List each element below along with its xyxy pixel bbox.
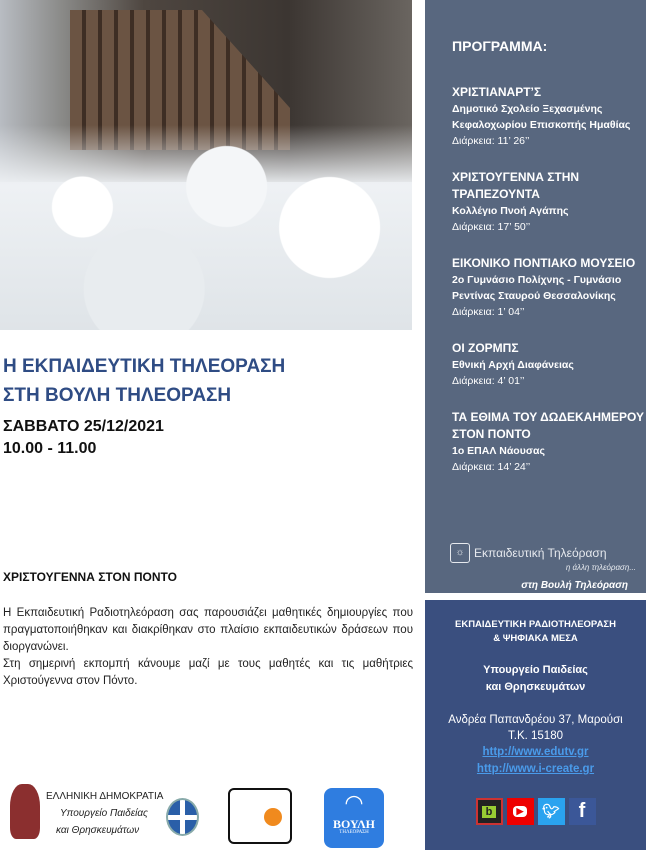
bandcamp-icon[interactable]: b — [476, 798, 503, 825]
program-heading: ΠΡΟΓΡΑΜΜΑ: — [452, 38, 548, 54]
program-duration: Διάρκεια: 4’ 01’’ — [452, 375, 525, 387]
page-title — [3, 352, 285, 410]
program-school: 1ο ΕΠΑΛ Νάουσας — [452, 445, 545, 457]
edutv-logo — [450, 543, 640, 591]
program-title: ΧΡΙΣΤΟΥΓΕΝΝΑ ΣΤΗΝ ΤΡΑΠΕΖΟΥΝΤΑ — [452, 170, 580, 201]
broadcast-date — [3, 416, 164, 460]
program-school: Κολλέγιο Πνοή Αγάπης — [452, 205, 569, 217]
article-body — [3, 605, 413, 690]
program-title: ΕΙΚΟΝΙΚΟ ΠΟΝΤΙΑΚΟ ΜΟΥΣΕΙΟ — [452, 256, 636, 270]
program-school: Δημοτικό Σχολείο Ξεχασμένης Κεφαλοχωρίου Επισκοπής Ημαθίας — [452, 103, 631, 131]
ministry-name: Υπουργείο Παιδείας — [483, 664, 588, 676]
contact-panel — [425, 600, 646, 850]
gov-ministry: Υπουργείο Παιδείας — [60, 808, 148, 819]
facebook-icon[interactable]: f — [569, 798, 596, 825]
program-title: ΟΙ ΖΟΡΜΠΣ — [452, 341, 519, 355]
org-name: & ΨΗΦΙΑΚΑ ΜΕΣΑ — [493, 633, 578, 644]
gov-name: ΕΛΛΗΝΙΚΗ ΔΗΜΟΚΡΑΤΙΑ — [46, 791, 164, 802]
program-item — [452, 169, 646, 235]
program-school: Εθνική Αρχή Διαφάνειας — [452, 359, 574, 371]
program-panel — [425, 0, 646, 593]
twitter-icon[interactable]: 🐦︎ — [538, 798, 565, 825]
program-duration: Διάρκεια: 11’ 26’’ — [452, 135, 530, 147]
vouli-subtext: ΤΗΛΕΟΡΑΣΗ — [339, 830, 369, 835]
vouli-tv-logo — [324, 788, 384, 848]
greek-emblem-icon — [166, 798, 199, 836]
time-text: 10.00 - 11.00 — [3, 440, 97, 457]
org-name: ΕΚΠΑΙΔΕΥΤΙΚΗ ΡΑΔΙΟΤΗΛΕΟΡΑΣΗ — [455, 619, 616, 630]
tv-face-icon: ☼ — [450, 543, 470, 563]
program-school: 2ο Γυμνάσιο Πολίχνης - Γυμνάσιο Ρεντίνας Σταυρού Θεσσαλονίκης — [452, 274, 622, 302]
logo-name: Εκπαιδευτική Τηλεόραση — [474, 546, 607, 560]
program-item — [452, 340, 646, 389]
paragraph: Η Εκπαιδευτική Ραδιοτηλεόραση σας παρουσιάζει μαθητικές δημιουργίες που πραγματοποιήθηκαν και διακρίθηκαν στο πλαίσιο εκπαιδευτικών δράσεων που διοργανώνει. — [3, 607, 413, 653]
youtube-icon[interactable]: ▶ — [507, 798, 534, 825]
title-line: Η ΕΚΠΑΙΔΕΥΤΙΚΗ ΤΗΛΕΟΡΑΣΗ — [3, 356, 286, 377]
program-duration: Διάρκεια: 14’ 24’’ — [452, 461, 531, 473]
program-duration: Διάρκεια: 17’ 50’’ — [452, 221, 531, 233]
vouli-text: ΒΟΥΛΗ — [332, 817, 376, 831]
wifi-icon: ◠ — [344, 790, 364, 815]
date-text: ΣΑΒΒΑΤΟ 25/12/2021 — [3, 418, 164, 435]
program-item — [452, 84, 646, 149]
edutv-face-icon — [228, 788, 292, 844]
postcode: Τ.Κ. 15180 — [508, 730, 563, 742]
program-title: ΧΡΙΣΤΙΑΝΑΡΤ’Σ — [452, 85, 542, 99]
ministry-name: και Θρησκευμάτων — [485, 681, 586, 693]
title-line: ΣΤΗ ΒΟΥΛΗ ΤΗΛΕΟΡΑΣΗ — [3, 385, 232, 406]
program-title: ΤΑ ΕΘΙΜΑ ΤΟΥ ΔΩΔΕΚΑΗΜΕΡΟΥ ΣΤΟΝ ΠΟΝΤΟ — [452, 410, 644, 441]
program-item — [452, 255, 646, 320]
gov-ministry: και Θρησκευμάτων — [56, 825, 140, 836]
paragraph: Στη σημερινή εκπομπή κάνουμε μαζί με τους μαθητές και τις μαθήτριες Χριστούγεννα στον Πόντο. — [3, 658, 413, 687]
article-subtitle: ΧΡΙΣΤΟΥΓΕΝΝΑ ΣΤΟΝ ΠΟΝΤΟ — [3, 570, 177, 584]
partner-logos — [0, 782, 425, 842]
edutv-link[interactable]: http://www.edutv.gr — [482, 746, 589, 758]
logo-footer: στη Βουλή Τηλεόραση — [521, 580, 628, 591]
program-item — [452, 409, 646, 475]
program-duration: Διάρκεια: 1’ 04’’ — [452, 306, 525, 318]
snowy-monastery-photo — [0, 0, 412, 330]
icreate-link[interactable]: http://www.i-create.gr — [476, 763, 595, 775]
address: Ανδρέα Παπανδρέου 37, Μαρούσι — [448, 714, 623, 726]
logo-tagline: η άλλη τηλεόραση... — [565, 563, 636, 572]
owl-icon — [10, 784, 40, 839]
